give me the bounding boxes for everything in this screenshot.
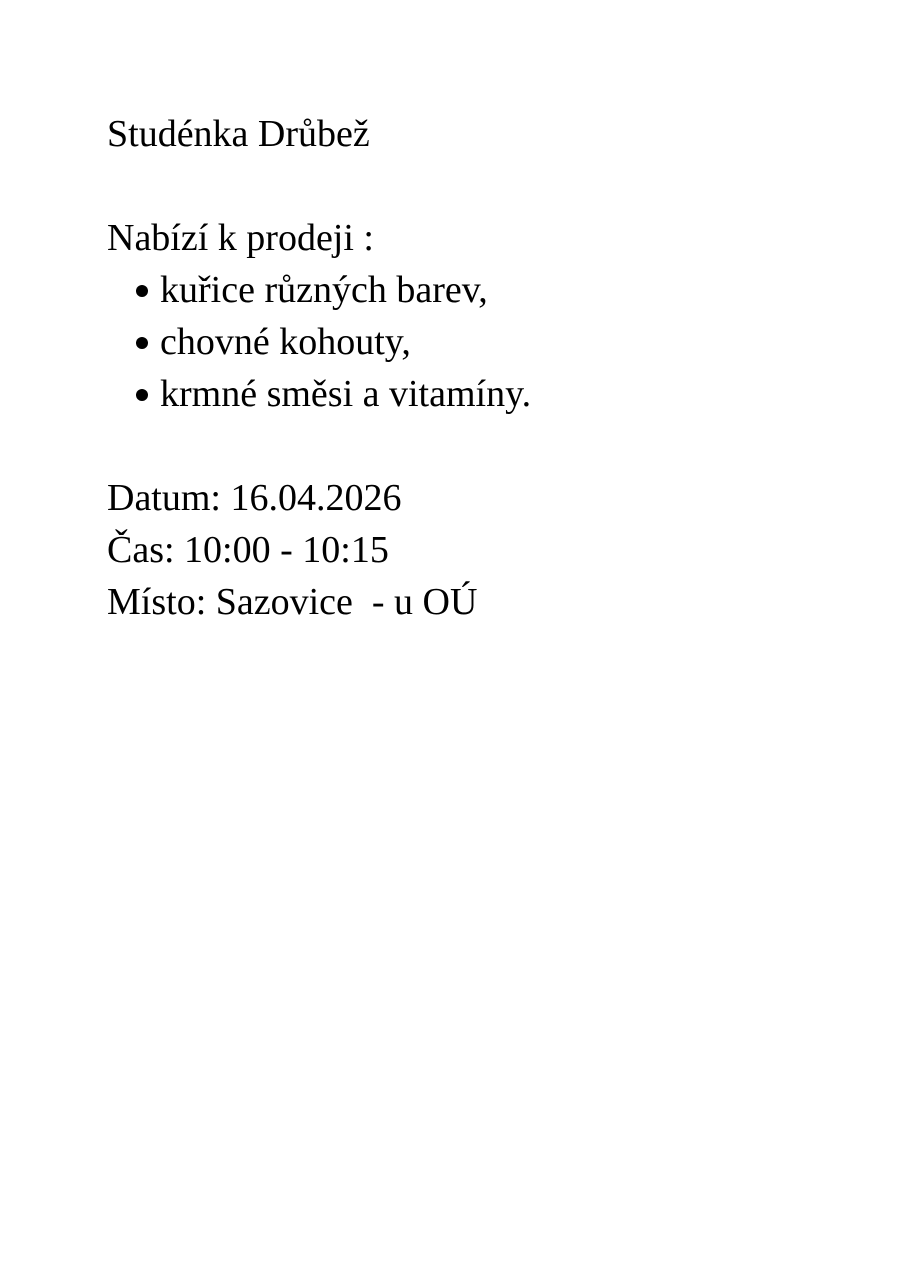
document-title: Studénka Drůbež: [107, 113, 370, 155]
time-line: Čas: 10:00 - 10:15: [107, 529, 389, 571]
offer-list: [107, 264, 867, 420]
list-item-text: kuřice různých barev,: [160, 269, 488, 311]
bullet-icon: [136, 337, 148, 349]
bullet-icon: [136, 285, 148, 297]
list-item: [107, 368, 867, 420]
list-item-text: chovné kohouty,: [160, 321, 411, 363]
date-line: Datum: 16.04.2026: [107, 477, 402, 519]
list-item-text: krmné směsi a vitamíny.: [160, 373, 532, 415]
list-item: [107, 264, 867, 316]
place-line: Místo: Sazovice - u OÚ: [107, 581, 478, 623]
document-body: [107, 108, 867, 628]
bullet-icon: [136, 389, 148, 401]
offer-heading: Nabízí k prodeji :: [107, 217, 374, 259]
list-item: [107, 316, 867, 368]
